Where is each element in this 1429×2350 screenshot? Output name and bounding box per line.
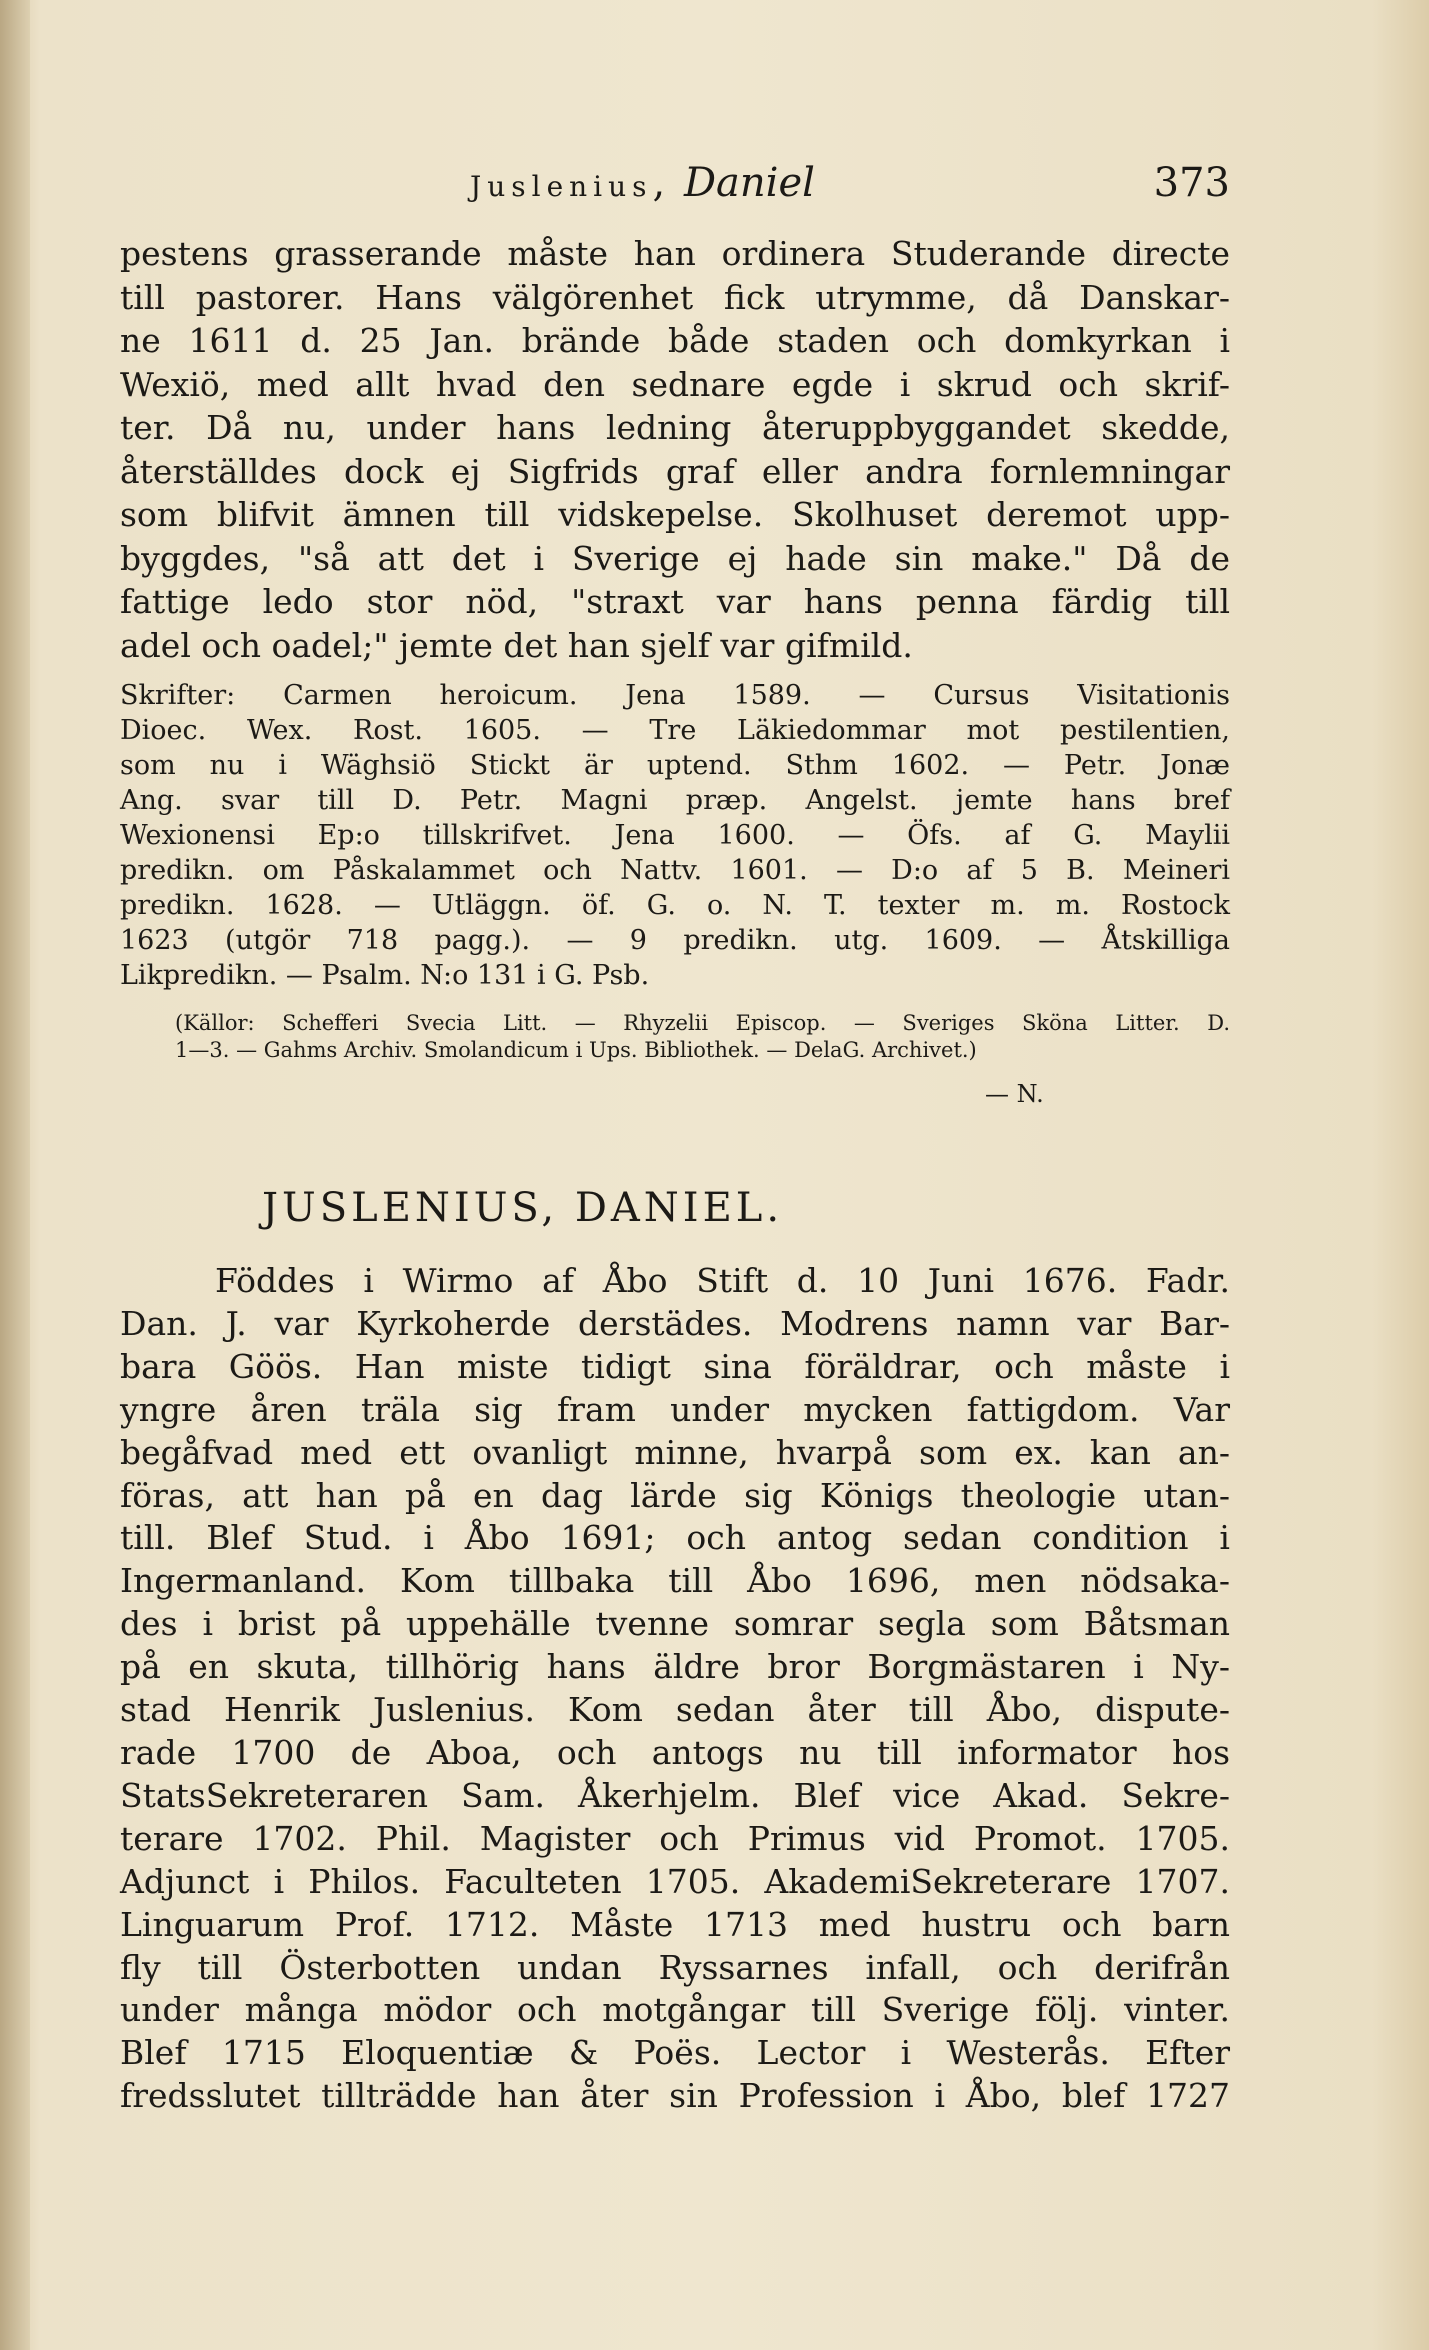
writings-line: Skrifter: Carmen heroicum. Jena 1589. — Cursus Visitationis: [120, 680, 1230, 711]
text-line: till pastorer. Hans välgörenhet fick utrymme, då Danskar-: [120, 277, 1230, 317]
text-line: på en skuta, tillhörig hans äldre bror Borgmästaren i Ny-: [120, 1647, 1230, 1687]
text-line: till. Blef Stud. i Åbo 1691; och antog sedan condition i: [120, 1518, 1230, 1558]
sources-line: 1—3. — Gahms Archiv. Smolandicum i Ups. Bibliothek. — DelaG. Archivet.): [175, 1038, 977, 1062]
writings-line: 1623 (utgör 718 pagg.). — 9 predikn. utg. 1609. — Åtskilliga: [120, 925, 1230, 956]
entry-text: [120, 1260, 1230, 2118]
text-line: Adjunct i Philos. Faculteten 1705. AkademiSekreterare 1707.: [120, 1861, 1230, 1901]
text-line: yngre åren träla sig fram under mycken fattigdom. Var: [120, 1389, 1230, 1429]
sources-note: [175, 1010, 1230, 1064]
text-line: Ingermanland. Kom tillbaka till Åbo 1696, men nödsaka-: [120, 1561, 1230, 1601]
writings-line: predikn. 1628. — Utläggn. öf. G. o. N. T. texter m. m. Rostock: [120, 890, 1230, 921]
header-given-name: Daniel: [683, 160, 815, 206]
text-line: fly till Österbotten undan Ryssarnes infall, och derifrån: [120, 1947, 1230, 1987]
text-line: Föddes i Wirmo af Åbo Stift d. 10 Juni 1676. Fadr.: [215, 1261, 1230, 1300]
writings-line: predikn. om Påskalammet och Nattv. 1601. — D:o af 5 B. Meineri: [120, 855, 1230, 886]
text-line: Linguarum Prof. 1712. Måste 1713 med hustru och barn: [120, 1904, 1230, 1944]
running-header: [120, 160, 1230, 210]
text-line: föras, att han på en dag lärde sig Königs theologie utan-: [120, 1475, 1230, 1515]
writings-line: Dioec. Wex. Rost. 1605. — Tre Läkiedommar mot pestilentien,: [120, 715, 1230, 746]
text-line: byggdes, "så att det i Sverige ej hade sin make." Då de: [120, 538, 1230, 578]
text-line: begåfvad med ett ovanligt minne, hvarpå som ex. kan an-: [120, 1432, 1230, 1472]
writings-line: Wexionensi Ep:o tillskrifvet. Jena 1600. — Öfs. af G. Maylii: [120, 820, 1230, 851]
text-line: ne 1611 d. 25 Jan. brände både staden och domkyrkan i: [120, 321, 1230, 360]
text-line: ter. Då nu, under hans ledning återuppbyggandet skedde,: [120, 408, 1230, 447]
text-line: under många mödor och motgångar till Sverige följ. vinter.: [120, 1990, 1230, 2030]
continued-text: [120, 232, 1230, 667]
text-line: återställdes dock ej Sigfrids graf eller andra fornlemningar: [120, 451, 1230, 491]
text-line: som blifvit ämnen till vidskepelse. Skolhuset deremot upp-: [120, 495, 1230, 534]
writings-line: Likpredikn. — Psalm. N:o 131 i G. Psb.: [120, 960, 650, 991]
text-line: pestens grasserande måste han ordinera Studerande directe: [120, 234, 1230, 273]
header-title: Juslenius, Daniel: [470, 160, 815, 206]
text-line: stad Henrik Juslenius. Kom sedan åter till Åbo, dispute-: [120, 1690, 1230, 1730]
text-line: des i brist på uppehälle tvenne somrar segla som Båtsman: [120, 1604, 1230, 1644]
sources-line: (Källor: Schefferi Svecia Litt. — Rhyzelii Episcop. — Sveriges Sköna Litter. D.: [175, 1011, 1230, 1035]
text-line: fattige ledo stor nöd, "straxt var hans penna färdig till: [120, 582, 1230, 621]
header-surname: Juslenius: [470, 170, 653, 203]
entry-heading: JUSLENIUS, DANIEL.: [262, 1185, 784, 1231]
text-line: rade 1700 de Aboa, och antogs nu till informator hos: [120, 1732, 1230, 1772]
author-signature: — N.: [985, 1080, 1044, 1108]
writings-line: Ang. svar till D. Petr. Magni præp. Angelst. jemte hans bref: [120, 785, 1230, 816]
text-line: StatsSekreteraren Sam. Åkerhjelm. Blef vice Akad. Sekre-: [120, 1775, 1230, 1815]
writings-list: [120, 678, 1230, 993]
text-line: fredsslutet tillträdde han åter sin Profession i Åbo, blef 1727: [120, 2076, 1230, 2116]
page-number: 373: [1153, 160, 1230, 206]
text-line: bara Göös. Han miste tidigt sina föräldrar, och måste i: [120, 1346, 1230, 1386]
text-line: adel och oadel;" jemte det han sjelf var gifmild.: [120, 625, 913, 665]
page-gutter: [0, 0, 30, 2350]
text-line: Wexiö, med allt hvad den sednare egde i skrud och skrif-: [120, 364, 1230, 404]
text-line: Dan. J. var Kyrkoherde derstädes. Modrens namn var Bar-: [120, 1303, 1230, 1343]
writings-line: som nu i Wäghsiö Stickt är uptend. Sthm 1602. — Petr. Jonæ: [120, 750, 1230, 781]
text-line: terare 1702. Phil. Magister och Primus vid Promot. 1705.: [120, 1818, 1230, 1858]
text-line: Blef 1715 Eloquentiæ & Poës. Lector i Westerås. Efter: [120, 2033, 1230, 2073]
